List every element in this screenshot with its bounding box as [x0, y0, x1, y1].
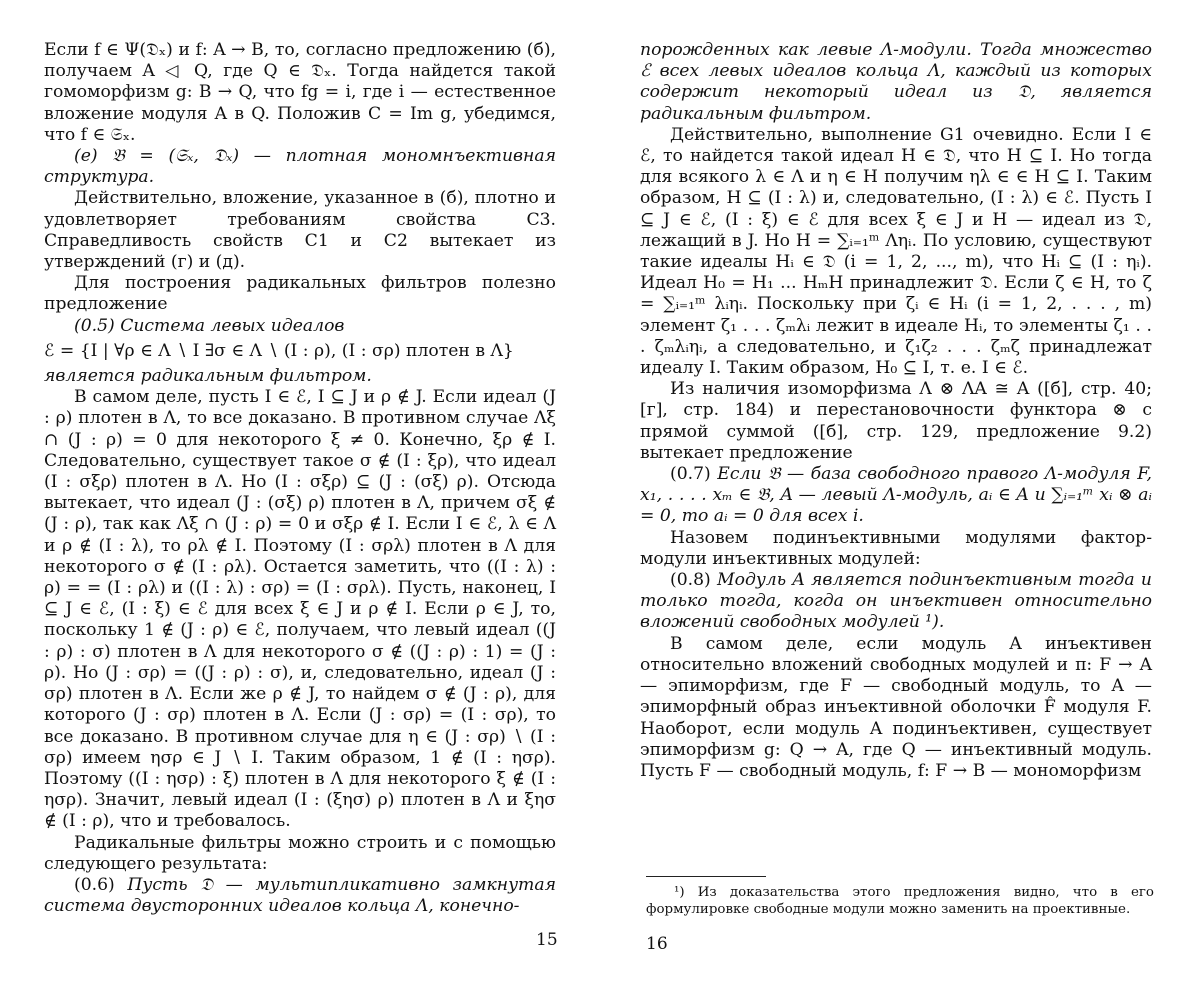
proposition-0-7: [640, 464, 1152, 528]
proposition-0-8-number: (0.8): [670, 570, 717, 591]
paragraph-4: Для построения радикальных фильтров полезно предложение: [44, 273, 556, 315]
paragraph-1: Если f ∈ Ψ(𝔇ₓ) и f: A → B, то, согласно предложению (б), получаем A ◁ Q, где Q ∈ 𝔇ₓ. Тогда найдется такой гомоморфизм g: B → Q, что fg = i, где i — естественное вложение модуля A в Q. Положив C = Im g, убедимся, что f ∈ 𝔖ₓ.: [44, 40, 556, 145]
proposition-0-7-number: (0.7): [670, 464, 718, 485]
proposition-0-6-number: (0.6): [74, 874, 128, 895]
paragraph-2: (е) 𝔅 = (𝔖ₓ, 𝔇ₓ) — плотная мономнъективная структура.: [44, 146, 556, 188]
right-page-number: 16: [646, 934, 668, 954]
proposition-0-6: [44, 875, 556, 917]
proposition-0-6-text: Пусть 𝔇 — мультипликативно замкнутая система двусторонних идеалов кольца Λ, конечно-: [44, 874, 556, 917]
paragraph-3: Действительно, вложение, указанное в (б), плотно и удовлетворяет требованиям свойства C3. Справедливость свойств C1 и C2 вытекает из утверждений (г) и (д).: [44, 188, 556, 273]
left-page-number: 15: [536, 930, 558, 950]
right-page: [640, 40, 1152, 782]
footnote: ¹) Из доказательства этого предложения видно, что в его формулировке свободные модули можно заменить на проективные.: [646, 885, 1154, 917]
paragraph-radical-filter: является радикальным фильтром.: [44, 366, 372, 387]
proposition-0-8: [640, 570, 1152, 634]
formula-system: ℰ = {I | ∀ρ ∈ Λ ∖ I ∃σ ∈ Λ ∖ (I : ρ), (I : σρ) плотен в Λ}: [44, 340, 514, 361]
proposition-0-5: (0.5) Система левых идеалов: [74, 315, 345, 336]
proposition-0-8-text: Модуль A является подинъективным тогда и только тогда, когда он инъективен относительно вложений свободных модулей ¹).: [640, 570, 1152, 633]
paragraph-radical-filters: Радикальные фильтры можно строить и с помощью следующего результата:: [44, 832, 556, 874]
paragraph-proof-0-8: В самом деле, если модуль A инъективен относительно вложений свободных модулей и π: F → A — эпиморфизм, где F — свободный модуль, то A — эпиморфный образ инъективной оболочки F̂ модуля F. Наоборот, если модуль A подинъективен, существует эпиморфизм g: Q → A, где Q — инъективный модуль. Пусть F — свободный модуль, f: F → B — мономорфизм: [640, 633, 1152, 781]
paragraph-definition: Назовем подинъективными модулями фактор-модули инъективных модулей:: [640, 527, 1152, 569]
footnote-divider: [646, 876, 766, 877]
proposition-0-7-text: Если 𝔅 — база свободного правого Λ-модуля F, x₁, . . . . xₘ ∈ 𝔅, A — левый Λ-модуль, aᵢ ∈ A и ∑ᵢ₌₁ᵐ xᵢ ⊗ aᵢ = 0, то aᵢ = 0 для всех i.: [640, 464, 1152, 527]
proof-paragraph: В самом деле, пусть I ∈ ℰ, I ⊆ J и ρ ∉ J. Если идеал (J : ρ) плотен в Λ, то все доказано. В противном случае Λξ ∩ (J : ρ) = 0 для некоторого ξ ≠ 0. Конечно, ξρ ∉ I. Следовательно, существует такое σ ∉ (I : ξρ), что идеал (I : σξρ) плотен в Λ. Но (I : σξρ) ⊆ (J : (σξ) ρ). Отсюда вытекает, что идеал (J : (σξ) ρ) плотен в Λ, причем σξ ∉ (J : ρ), так как Λξ ∩ (J : ρ) = 0 и σξρ ∉ I. Если I ∈ ℰ, λ ∈ Λ и ρ ∉ (I : λ), то ρλ ∉ I. Поэтому (I : σρλ) плотен в Λ для некоторого σ ∉ (I : ρλ). Остается заметить, что ((I : λ) : ρ) = = (I : ρλ) и ((I : λ) : σρ) = (I : σρλ). Пусть, наконец, I ⊆ J ∈ ℰ, (I : ξ) ∈ ℰ для всех ξ ∈ J и ρ ∉ I. Если ρ ∈ J, то, поскольку 1 ∉ (J : ρ) ∈ ℰ, получаем, что левый идеал ((J : ρ) : σ) плотен в Λ для некоторого σ ∉ ((J : ρ) : 1) = (J : ρ). Но (J : σρ) = ((J : ρ) : σ), и, следовательно, идеал (J : σρ) плотен в Λ. Если же ρ ∉ J, то найдем σ ∉ (J : ρ), для которого (J : σρ) плотен в Λ. Если (J : σρ) = (I : σρ), то все доказано. В противном случае для η ∈ (J : σρ) ∖ (I : σρ) имеем ησρ ∈ J ∖ I. Таким образом, 1 ∉ (I : ησρ). Поэтому ((I : ησρ) : ξ) плотен в Λ для некоторого ξ ∉ (I : ησρ). Значит, левый идеал (I : (ξησ) ρ) плотен в Λ и ξησ ∉ (I : ρ), что и требовалось.: [44, 387, 556, 832]
paragraph-proof-g1: Действительно, выполнение G1 очевидно. Если I ∈ ℰ, то найдется такой идеал H ∈ 𝔇, что H ⊆ I. Но тогда для всякого λ ∈ Λ и η ∈ H получим ηλ ∈ ∈ H ⊆ I. Таким образом, H ⊆ (I : λ) и, следовательно, (I : λ) ∈ ℰ. Пусть I ⊆ J ∈ ℰ, (I : ξ) ∈ ℰ для всех ξ ∈ J и H — идеал из 𝔇, лежащий в J. Но H = ∑ᵢ₌₁ᵐ Ληᵢ. По условию, существуют такие идеалы Hᵢ ∈ 𝔇 (i = 1, 2, ..., m), что Hᵢ ⊆ (I : ηᵢ). Идеал H₀ = H₁ ... HₘH принадлежит 𝔇. Если ζ ∈ H, то ζ = ∑ᵢ₌₁ᵐ λᵢηᵢ. Поскольку при ζᵢ ∈ Hᵢ (i = 1, 2, . . . , m) элемент ζ₁ . . . ζₘλᵢ лежит в идеале Hᵢ, то элементы ζ₁ . . . ζₘλᵢηᵢ, а следовательно, и ζ₁ζ₂ . . . ζₘζ принадлежат идеалу I. Таким образом, H₀ ⊆ I, т. е. I ∈ ℰ.: [640, 124, 1152, 379]
left-page: [44, 40, 556, 917]
paragraph-continued: порожденных как левые Λ-модули. Тогда множество ℰ всех левых идеалов кольца Λ, каждый из которых содержит некоторый идеал из 𝔇, является радикальным фильтром.: [640, 40, 1152, 124]
paragraph-isomorphism: Из наличия изоморфизма Λ ⊗ ΛA ≅ A ([б], стр. 40; [г], стр. 184) и перестановочности функтора ⊗ с прямой суммой ([б], стр. 129, предложение 9.2) вытекает предложение: [640, 379, 1152, 463]
